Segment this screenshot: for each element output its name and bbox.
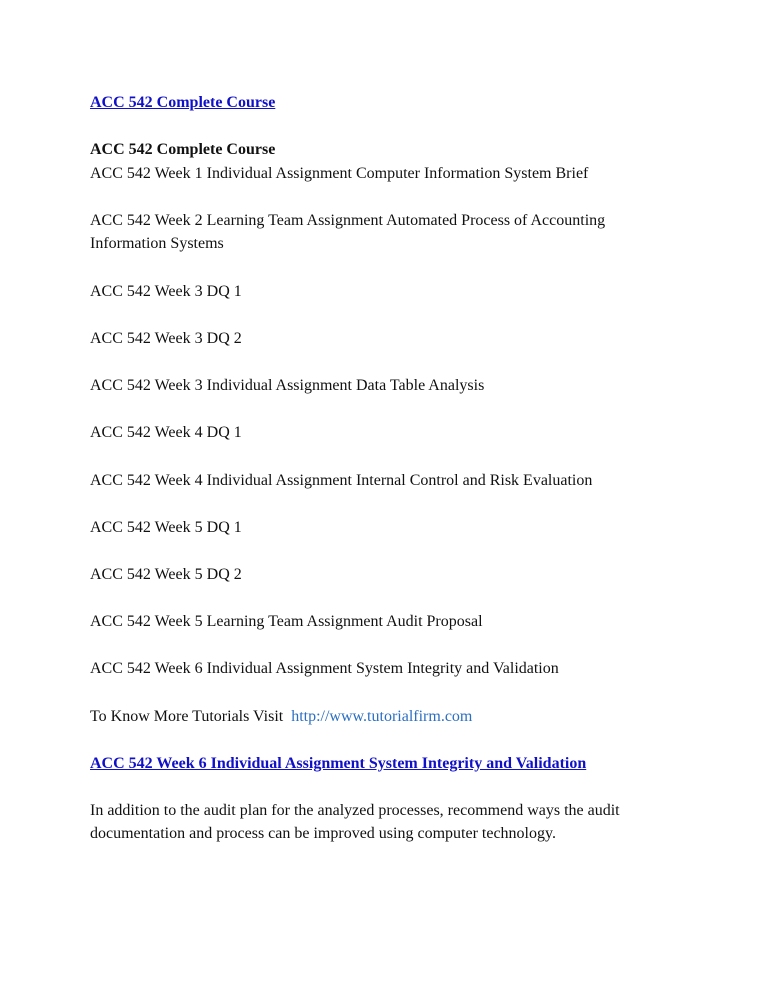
list-item: ACC 542 Week 3 DQ 1 [90,283,242,300]
list-item: ACC 542 Week 1 Individual Assignment Computer Information System Brief [90,165,589,182]
list-item: ACC 542 Week 5 Learning Team Assignment Audit Proposal [90,613,483,630]
list-item: ACC 542 Week 2 Learning Team Assignment Automated Process of Accounting [90,212,606,229]
list-item-continuation: Information Systems [90,235,224,252]
assignment-link[interactable]: ACC 542 Week 6 Individual Assignment System Integrity and Validation [90,755,587,772]
list-item: ACC 542 Week 3 Individual Assignment Data Table Analysis [90,377,485,394]
body-paragraph [90,799,620,845]
list-item: ACC 542 Week 4 DQ 1 [90,424,242,441]
list-item: ACC 542 Week 4 Individual Assignment Internal Control and Risk Evaluation [90,472,593,489]
tutorial-url-link[interactable]: http://www.tutorialfirm.com [291,708,473,725]
list-item: ACC 542 Week 3 DQ 2 [90,330,242,347]
section-title: ACC 542 Complete Course [90,141,276,158]
list-item: ACC 542 Week 5 DQ 2 [90,566,242,583]
body-line: documentation and process can be improved using computer technology. [90,825,556,842]
list-item: ACC 542 Week 6 Individual Assignment System Integrity and Validation [90,660,559,677]
top-course-link[interactable]: ACC 542 Complete Course [90,94,276,111]
visit-label: To Know More Tutorials Visit [90,708,284,725]
body-line: In addition to the audit plan for the analyzed processes, recommend ways the audit [90,802,620,819]
visit-line [90,707,472,727]
list-item: ACC 542 Week 5 DQ 1 [90,519,242,536]
